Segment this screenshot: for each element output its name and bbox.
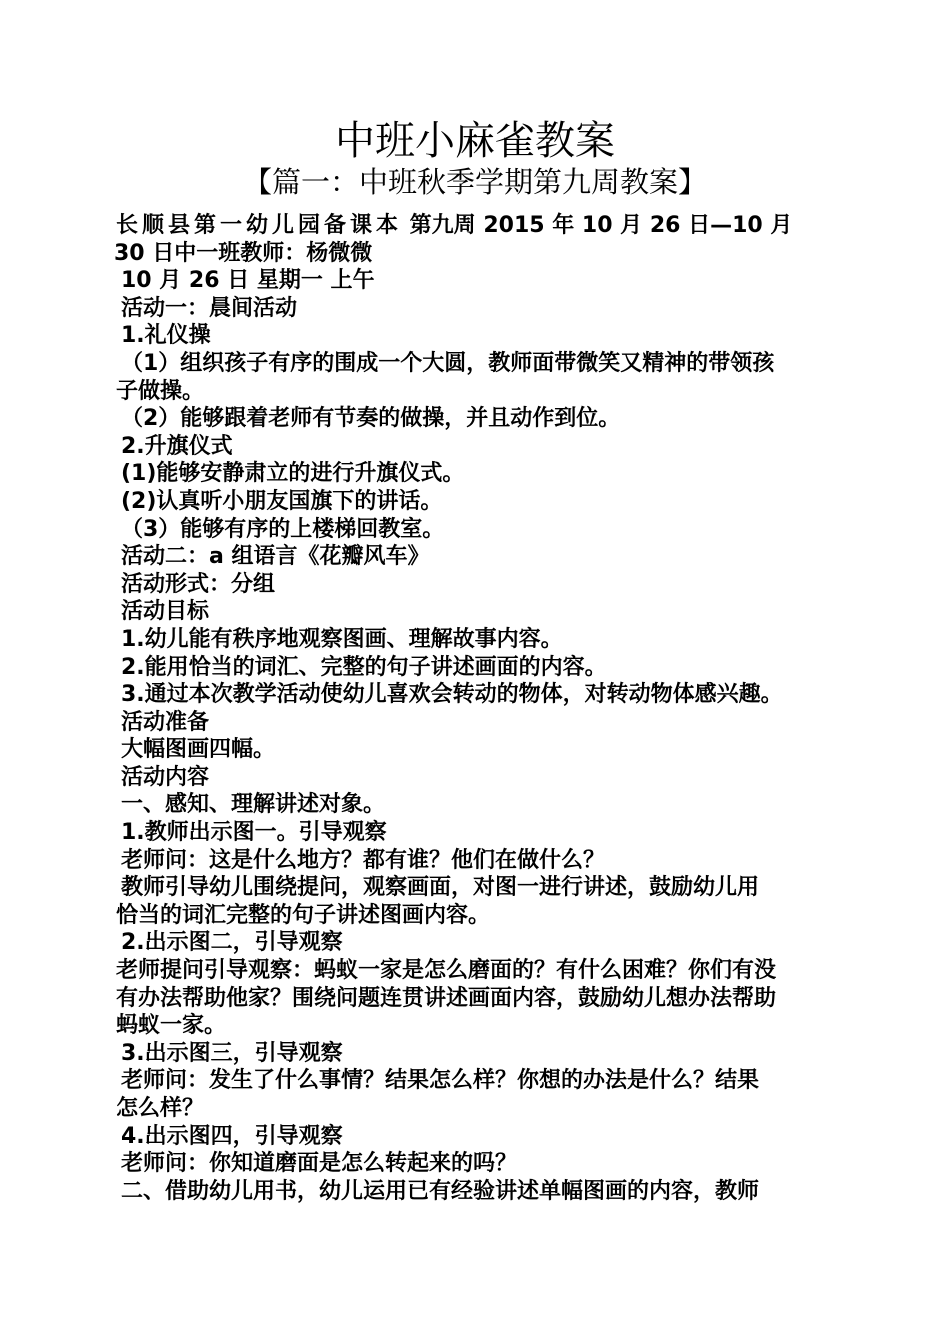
text-line: 老师问：这是什么地方？都有谁？他们在做什么？	[121, 847, 606, 873]
header-week-dates: 第九周 2015 年 10 月 26 日—10 月	[402, 213, 793, 238]
text-line: 二、借助幼儿用书，幼儿运用已有经验讲述单幅图画的内容，教师	[121, 1178, 760, 1204]
header-line-2: 30 日中一班教师：杨微微	[114, 240, 373, 266]
text-line: 老师提问引导观察：蚂蚁一家是怎么磨面的？有什么困难？你们有没	[116, 958, 777, 984]
text-line: 1.幼儿能有秩序地观察图画、理解故事内容。	[121, 626, 563, 652]
text-line: 一、感知、理解讲述对象。	[121, 792, 386, 818]
text-line: 2.能用恰当的词汇、完整的句子讲述画面的内容。	[121, 654, 607, 680]
text-line: 4.出示图四，引导观察	[121, 1123, 343, 1149]
text-line: 活动一：晨间活动	[121, 295, 298, 321]
text-line: 蚂蚁一家。	[116, 1013, 227, 1039]
text-line: 3.出示图三，引导观察	[121, 1040, 343, 1066]
text-line: 1.教师出示图一。引导观察	[121, 820, 387, 846]
text-line: （3）能够有序的上楼梯回教室。	[121, 516, 445, 542]
text-line: 怎么样？	[116, 1096, 205, 1121]
text-line: (1)能够安静肃立的进行升旗仪式。	[121, 461, 465, 487]
document-body	[116, 212, 836, 1205]
document-subtitle: 【篇一：中班秋季学期第九周教案】	[242, 165, 707, 199]
text-line: 有办法帮助他家？围绕问题连贯讲述画面内容，鼓励幼儿想办法帮助	[116, 985, 777, 1011]
text-line: 教师引导幼儿围绕提问，观察画面，对图一进行讲述，鼓励幼儿用	[121, 875, 760, 901]
text-line: 恰当的词汇完整的句子讲述图画内容。	[116, 902, 491, 928]
document-title: 中班小麻雀教案	[335, 118, 615, 164]
text-line: 活动二：a 组语言《花瓣风车》	[121, 544, 430, 570]
text-line: 1.礼仪操	[121, 323, 211, 349]
text-line: （2）能够跟着老师有节奏的做操，并且动作到位。	[121, 406, 621, 432]
text-line: 大幅图画四幅。	[121, 737, 276, 763]
header-school: 长顺县第一幼儿园备课本	[116, 213, 403, 238]
text-line: 活动目标	[121, 599, 210, 625]
text-line: 活动内容	[121, 764, 210, 790]
text-line: 活动准备	[121, 709, 210, 735]
text-line: (2)认真听小朋友国旗下的讲话。	[121, 488, 443, 514]
text-line: （1）组织孩子有序的围成一个大圆，教师面带微笑又精神的带领孩	[121, 350, 775, 376]
text-line: 子做操。	[116, 378, 205, 404]
text-line: 2.升旗仪式	[121, 433, 233, 459]
text-line: 活动形式：分组	[121, 571, 276, 597]
text-line: 3.通过本次教学活动使幼儿喜欢会转动的物体，对转动物体感兴趣。	[121, 682, 783, 708]
text-line: 2.出示图二，引导观察	[121, 930, 343, 956]
text-line: 老师问：发生了什么事情？结果怎么样？你想的办法是什么？结果	[121, 1068, 760, 1094]
header-line-1	[116, 212, 836, 240]
text-line: 10 月 26 日 星期一 上午	[121, 268, 375, 294]
text-line: 老师问：你知道磨面是怎么转起来的吗？	[121, 1151, 518, 1177]
